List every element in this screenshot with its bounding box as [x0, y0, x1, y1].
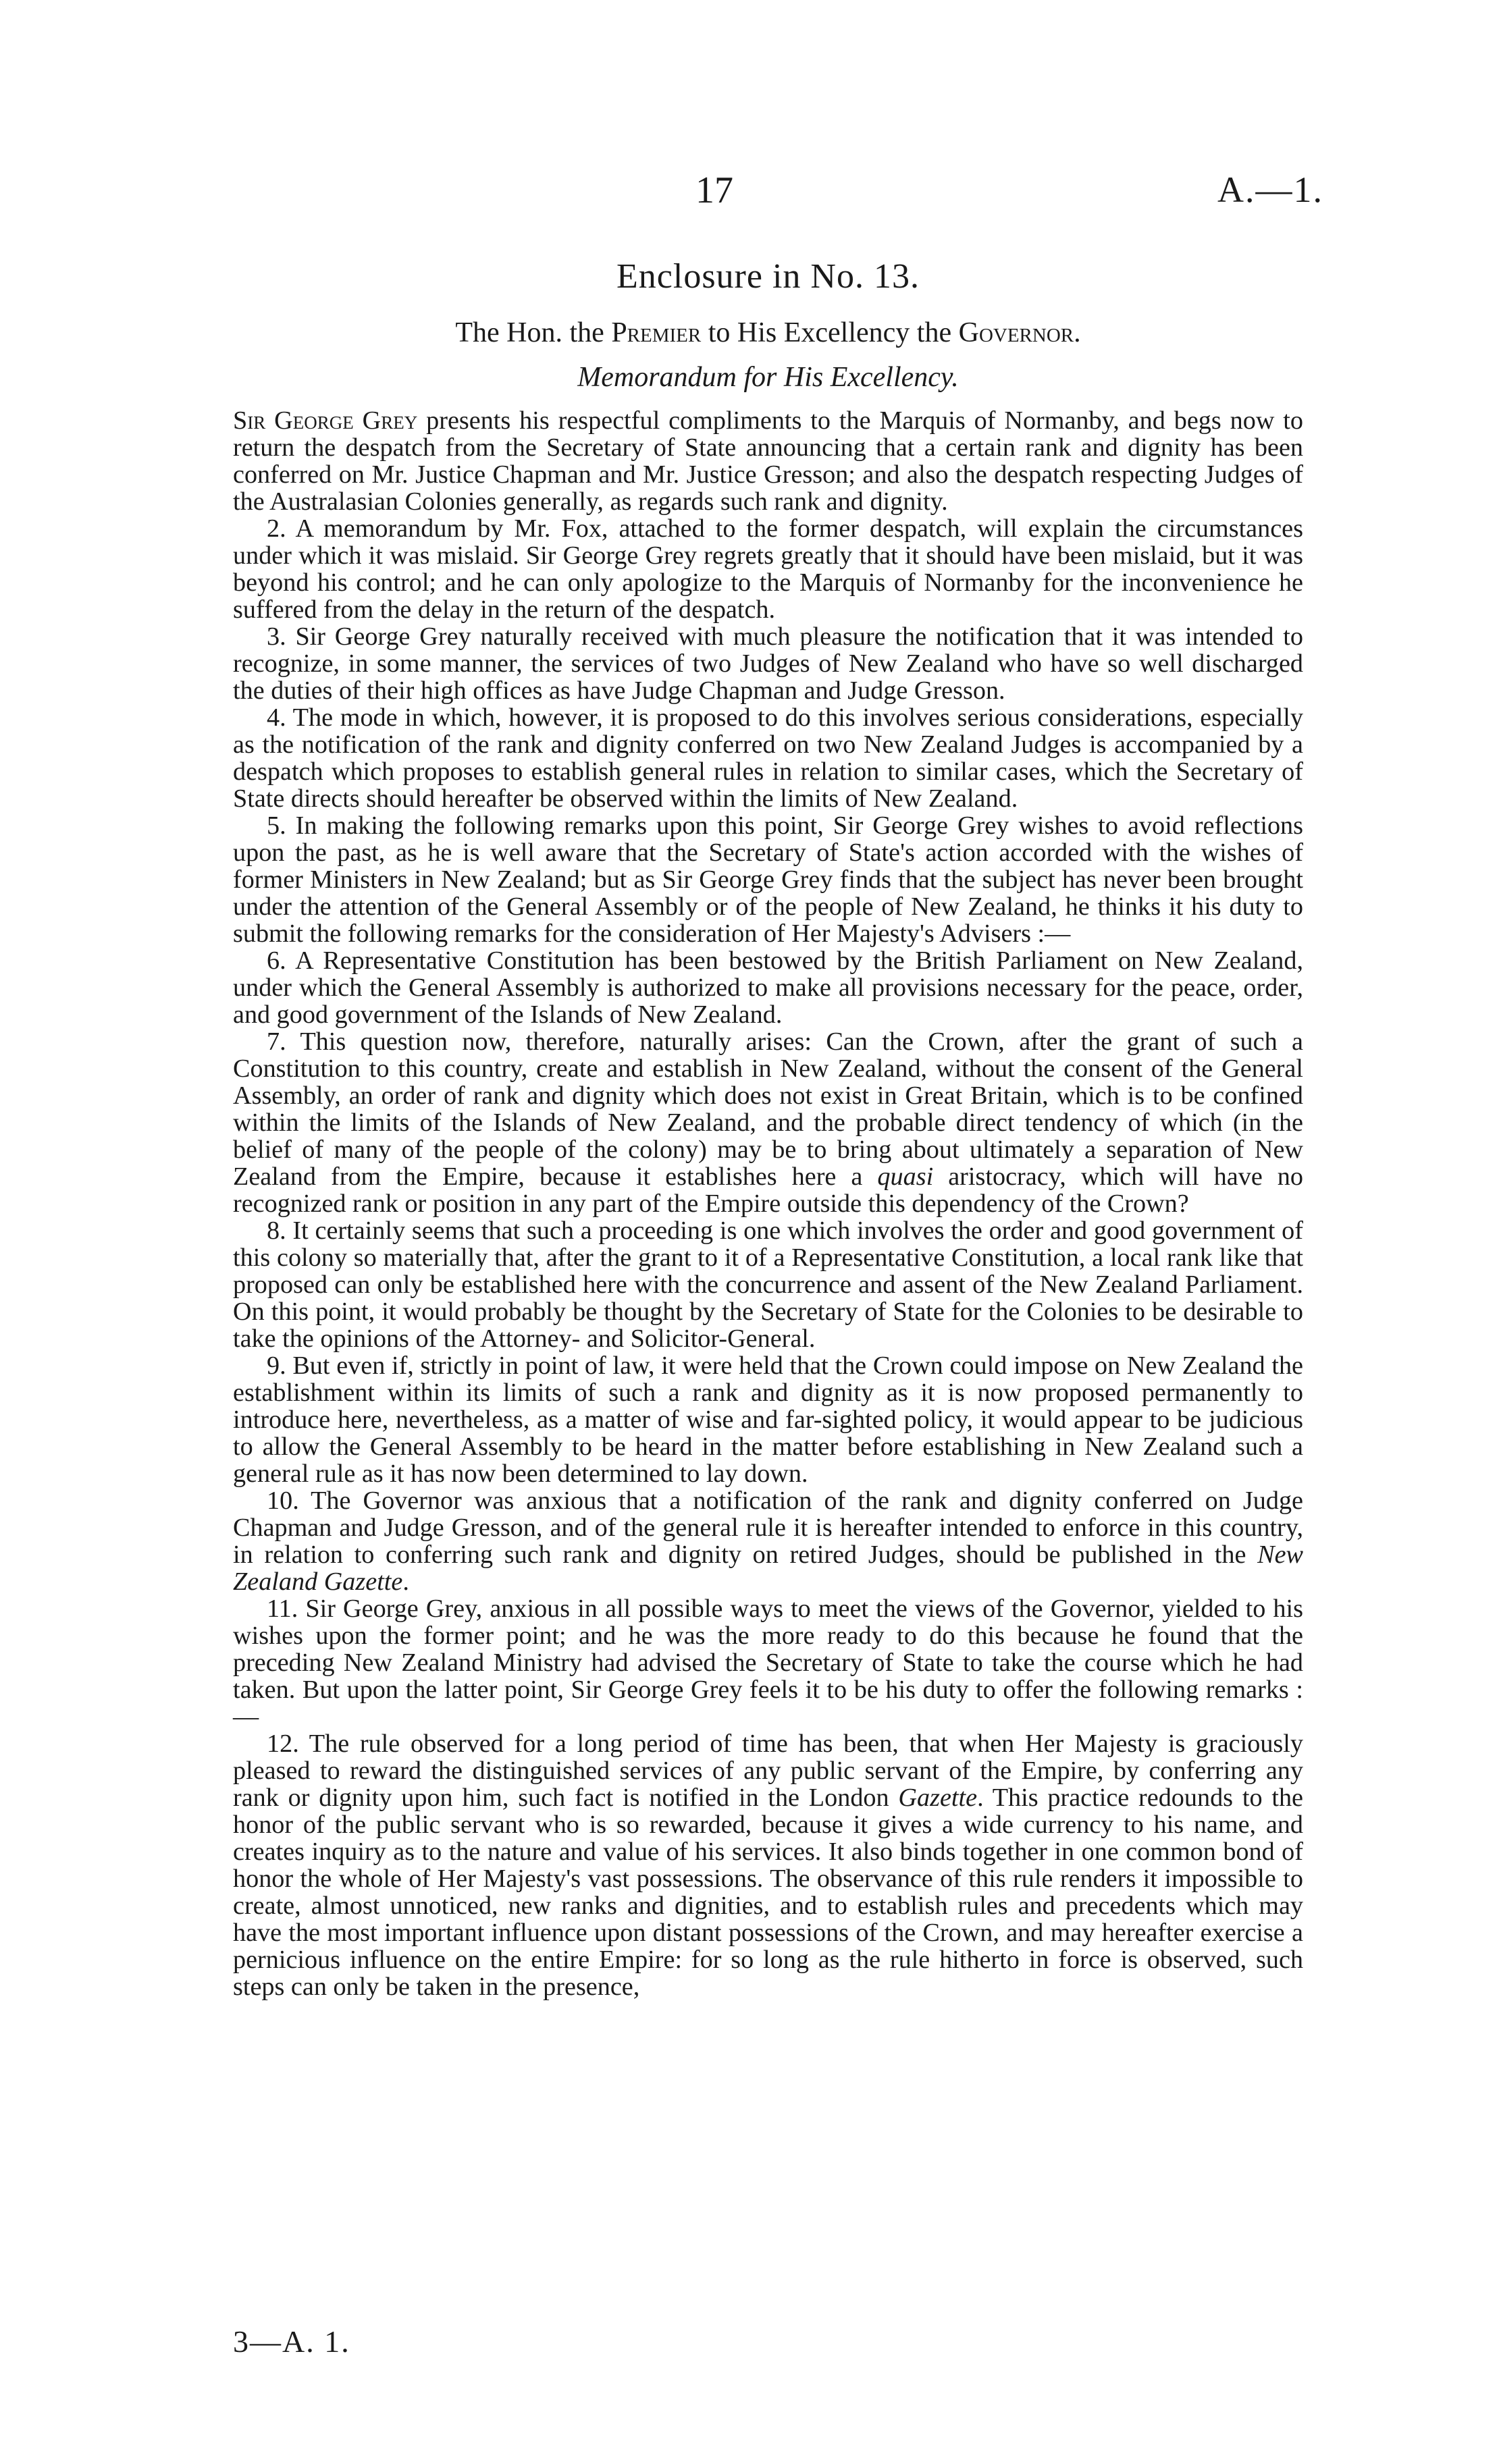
paragraph-8: 8. It certainly seems that such a proceeding is one which involves the order and good government of this colony so materially that, after the grant to it of a Representative Constitution, a local rank like that proposed can only be established here with the concurrence and assent of the New Zealand Parliament. On this point, it would probably be thought by the Secretary of State for the Colonies to be desirable to take the opinions of the Attorney- and Solicitor-General.	[233, 1216, 1303, 1353]
paragraph-6: 6. A Representative Constitution has been bestowed by the British Parliament on New Zealand, under which the General Assembly is authorized to make all provisions necessary for the peace, order, and good government of the Islands of New Zealand.	[233, 946, 1303, 1029]
paragraph-10-after: .	[402, 1568, 409, 1596]
document-body	[233, 257, 1303, 2000]
paragraph-10-italic: New Zealand Gazette	[233, 1541, 1303, 1596]
memorandum-title: Memorandum for His Excellency.	[577, 362, 959, 393]
paragraph-10	[233, 1487, 1303, 1595]
paragraph-11: 11. Sir George Grey, anxious in all possible ways to meet the views of the Governor, yielded to his wishes upon the former point; and he was the more ready to do this because he found that the preceding New Zealand Ministry had advised the Secretary of State to take the course which he had taken. But upon the latter point, Sir George Grey feels it to be his duty to offer the following remarks :—	[233, 1595, 1303, 1731]
addressee-post: .	[1074, 317, 1081, 348]
page-header	[0, 169, 1499, 216]
signature-reference: 3—A. 1.	[233, 2324, 350, 2359]
page-number: 17	[695, 169, 733, 211]
paragraph-5: 5. In making the following remarks upon this point, Sir George Grey wishes to avoid reflections upon the past, as he is well aware that the Secretary of State's action accorded with the wishes of former Ministers in New Zealand; but as Sir George Grey finds that the subject has never been brought under the attention of the General Assembly or of the people of New Zealand, he thinks it his duty to submit the following remarks for the consideration of Her Majesty's Advisers :—	[233, 811, 1303, 948]
paragraph-3: 3. Sir George Grey naturally received with much pleasure the notification that it was intended to recognize, in some manner, the services of two Judges of New Zealand who have so well discharged the duties of their high offices as have Judge Chapman and Judge Gresson.	[233, 622, 1303, 705]
paragraph-10-before: 10. The Governor was anxious that a notification of the rank and dignity conferred on Judge Chapman and Judge Gresson, and of the general rule it is hereafter intended to enforce in this country, in relation to conferring such rank and dignity on retired Judges, should be published in the	[233, 1487, 1303, 1569]
paragraph-4: 4. The mode in which, however, it is proposed to do this involves serious considerations, especially as the notification of the rank and dignity conferred on two New Zealand Judges is accompanied by a despatch which proposes to establish general rules in relation to similar cases, which the Secretary of State directs should hereafter be observed within the limits of New Zealand.	[233, 703, 1303, 813]
paragraph-1-lead: Sir George Grey	[233, 406, 418, 435]
paragraph-1-text: presents his respectful compliments to the Marquis of Normanby, and begs now to return the despatch from the Secretary of State announcing that a certain rank and dignity has been conferred on Mr. Justice Chapman and Mr. Justice Gresson; and also the despatch respecting Judges of the Australasian Colonies generally, as regards such rank and dignity.	[233, 406, 1304, 516]
addressee-pre: The Hon. the	[455, 317, 612, 348]
paragraph-1	[233, 407, 1303, 515]
addressee-line	[233, 317, 1303, 349]
paragraph-9: 9. But even if, strictly in point of law, it were held that the Crown could impose on New Zealand the establishment within its limits of such a rank and dignity as it is now proposed permanently to introduce here, nevertheless, as a matter of wise and far-sighted policy, it would appear to be judicious to allow the General Assembly to be heard in the matter before establishing in New Zealand such a general rule as it has now been determined to lay down.	[233, 1351, 1303, 1488]
paragraph-12-after: . This practice redounds to the honor of the public servant who is so rewarded, because it gives a wide currency to his name, and creates inquiry as to the nature and value of his services. It also binds together in one common bond of honor the whole of Her Majesty's vast possessions. The observance of this rule renders it impossible to create, almost unnoticed, new ranks and dignities, and to establish rules and precedents which may have the most important influence upon distant possessions of the Crown, and may hereafter exercise a pernicious influence on the entire Empire: for so long as the rule hitherto in force is observed, such steps can only be taken in the presence,	[233, 1784, 1303, 2001]
paragraph-7	[233, 1028, 1303, 1217]
paragraph-12-before: 12. The rule observed for a long period of time has been, that when Her Majesty is graciously pleased to reward the distinguished services of any public servant of the Empire, by conferring any rank or dignity upon him, such fact is notified in the London	[233, 1730, 1303, 1812]
paragraph-2: 2. A memorandum by Mr. Fox, attached to the former despatch, will explain the circumstances under which it was mislaid. Sir George Grey regrets greatly that it should have been mislaid, but it was beyond his control; and he can only apologize to the Marquis of Normanby for the inconvenience he suffered from the delay in the return of the despatch.	[233, 514, 1303, 624]
paragraph-12-italic: Gazette	[898, 1784, 978, 1812]
paragraph-12	[233, 1730, 1303, 2000]
document-reference: A.—1.	[1217, 169, 1323, 210]
addressee-recipient: Governor	[958, 317, 1074, 348]
addressee-mid: to His Excellency the	[701, 317, 959, 348]
enclosure-heading: Enclosure in No. 13.	[616, 257, 920, 296]
paragraph-7-italic: quasi	[877, 1162, 934, 1191]
paragraph-7-before: 7. This question now, therefore, naturally arises: Can the Crown, after the grant of such a Constitution to this country, create and establish in New Zealand, without the consent of the General Assembly, an order of rank and dignity which does not exist in Great Britain, which is to be confined within the limits of the Islands of New Zealand, and the probable direct tendency of which (in the belief of many of the people of the colony) may be to bring about ultimately a separation of New Zealand from the Empire, because it establishes here a	[233, 1027, 1303, 1191]
paragraph-7-after: aristocracy, which will have no recognized rank or position in any part of the Empire outside this dependency of the Crown?	[233, 1162, 1303, 1218]
addressee-sender: Premier	[611, 317, 702, 348]
